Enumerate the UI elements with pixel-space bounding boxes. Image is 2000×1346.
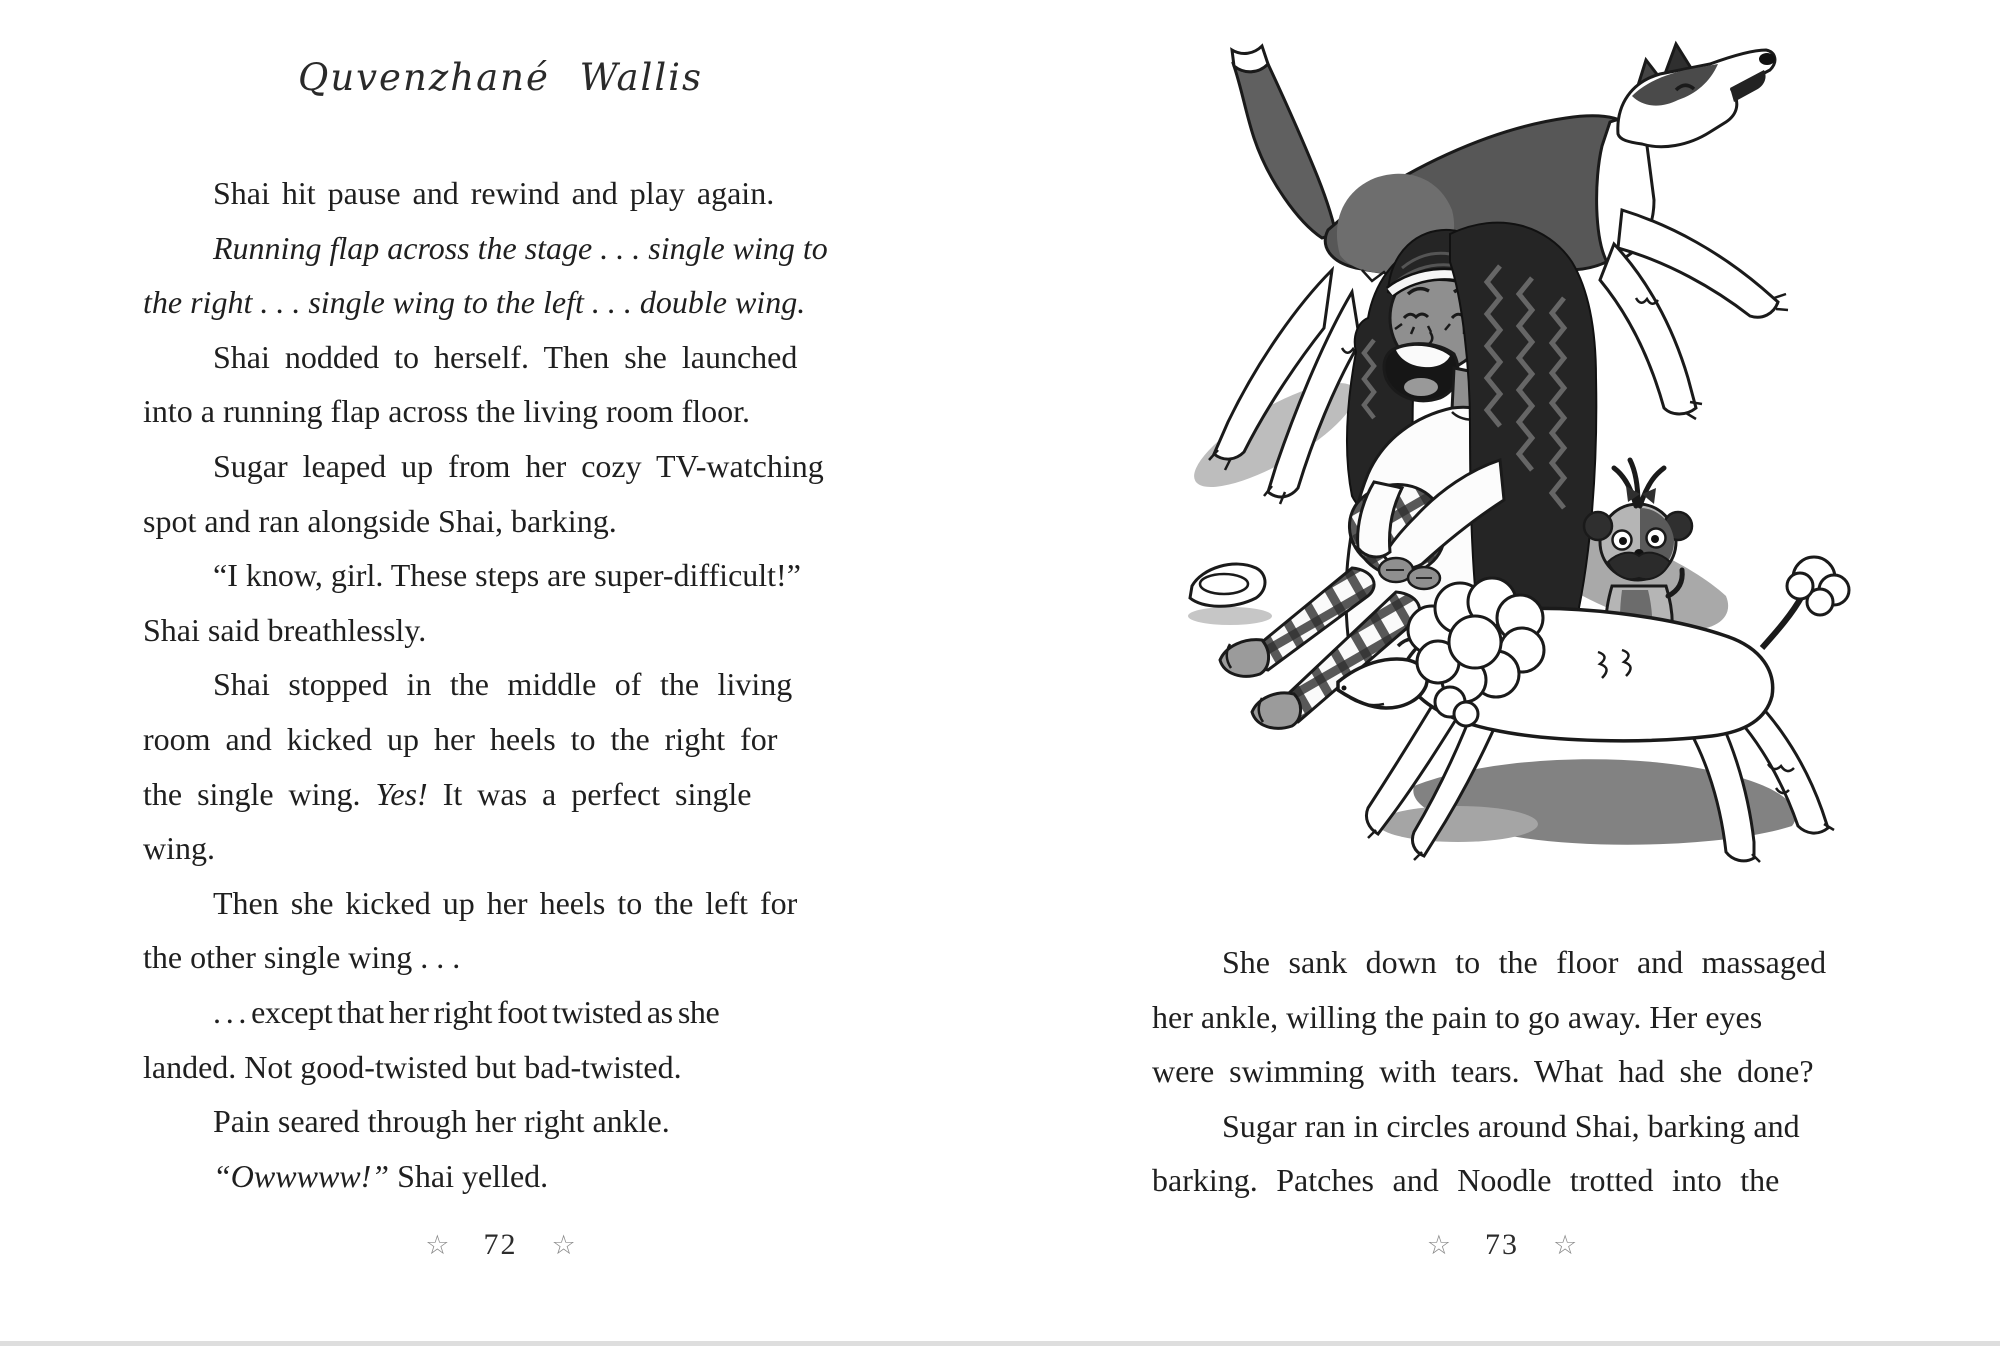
text-line [1152, 1153, 1852, 1208]
text-segment: the right . . . single wing to the left . . . double wing. [143, 284, 806, 321]
text-line [143, 603, 858, 658]
text-segment: “I know, girl. These steps are super-difficult!” [213, 557, 801, 594]
text-segment: Then she kicked up her heels to the left for [213, 884, 798, 921]
text-line [143, 275, 858, 330]
text-segment: “Owwwww!” [213, 1157, 390, 1194]
text-line [143, 876, 858, 931]
text-line [143, 1149, 858, 1204]
left-page-body-text [143, 166, 858, 1203]
text-line [143, 166, 858, 221]
story-illustration [1170, 30, 1860, 910]
text-segment: Sugar ran in circles around Shai, barking and [1222, 1107, 1800, 1144]
text-line [1152, 1044, 1852, 1099]
text-segment: the other single wing . . . [143, 939, 461, 976]
text-segment: spot and ran alongside Shai, barking. [143, 502, 617, 539]
text-segment: She sank down to the floor and massaged [1222, 944, 1827, 980]
text-segment: Shai said breathlessly. [143, 611, 427, 648]
star-icon: ☆ [551, 1229, 576, 1261]
text-segment: landed. Not good-twisted but bad-twisted. [143, 1048, 682, 1085]
text-line [143, 494, 858, 549]
text-segment: room and kicked up her heels to the right for [143, 720, 778, 757]
text-segment: Running flap across the stage . . . single wing to [213, 229, 828, 266]
right-page-number-row [1152, 1230, 1852, 1260]
text-segment: barking. Patches and Noodle trotted into the [1152, 1162, 1780, 1199]
text-line [143, 548, 858, 603]
text-segment: into a running flap across the living room floor. [143, 393, 750, 430]
text-line [1152, 990, 1852, 1045]
text-segment: the single wing. [143, 775, 376, 812]
text-line [143, 439, 858, 494]
text-line [143, 221, 858, 276]
left-page-number-row [143, 1230, 858, 1260]
text-segment: . . . except that her right foot twisted as she [213, 993, 720, 1030]
text-line [143, 767, 858, 822]
text-line [143, 821, 858, 876]
text-segment: Sugar leaped up from her cozy TV-watching [213, 447, 824, 484]
text-line [1152, 1099, 1852, 1154]
text-segment: Shai hit pause and rewind and play again. [213, 175, 775, 211]
text-line [143, 384, 858, 439]
text-segment: Shai stopped in the middle of the living [213, 666, 793, 703]
text-segment: wing. [143, 830, 215, 867]
text-line [1152, 935, 1852, 990]
text-segment: were swimming with tears. What had she done? [1152, 1053, 1814, 1090]
star-icon: ☆ [1426, 1229, 1451, 1261]
text-segment: Pain seared through her right ankle. [213, 1103, 670, 1140]
text-segment: Yes! [375, 775, 428, 812]
text-line [143, 657, 858, 712]
text-line [143, 330, 858, 385]
star-icon: ☆ [1553, 1229, 1578, 1261]
page-number: 72 [483, 1228, 518, 1261]
text-line [143, 985, 858, 1040]
text-line [143, 1040, 858, 1095]
right-page-body-text [1152, 935, 1852, 1208]
running-header: Quvenzhané Wallis [297, 56, 704, 99]
text-line [143, 930, 858, 985]
page-number: 73 [1485, 1228, 1519, 1261]
text-segment: Shai nodded to herself. Then she launched [213, 338, 798, 375]
page-bottom-edge [0, 1341, 2000, 1346]
star-icon: ☆ [425, 1229, 450, 1261]
text-line [143, 712, 858, 767]
text-segment: her ankle, willing the pain to go away. Her eyes [1152, 998, 1763, 1035]
text-line [143, 1094, 858, 1149]
text-segment: Shai yelled. [389, 1157, 549, 1194]
text-segment: It was a perfect single [427, 775, 752, 812]
